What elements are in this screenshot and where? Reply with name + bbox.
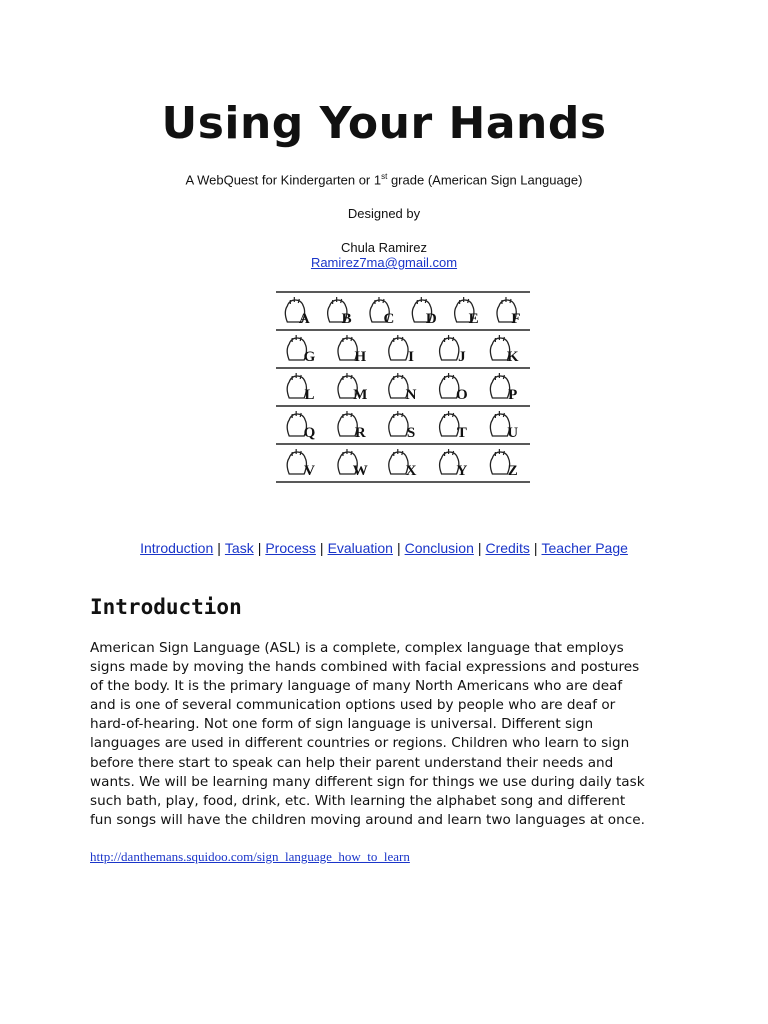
introduction-line: of the body. It is the primary language of many North Americans who are deaf (90, 678, 623, 695)
hand-sign-t (440, 411, 467, 441)
hand-sign-f (497, 297, 521, 327)
source-link-line (90, 849, 410, 865)
chart-letter: T (456, 425, 467, 441)
hand-sign-o (440, 373, 468, 403)
hand-sign-v (287, 449, 315, 479)
chart-letter: C (383, 311, 395, 327)
nav-link-introduction[interactable]: Introduction (140, 540, 214, 556)
nav-link-credits[interactable]: Credits (485, 540, 530, 556)
chart-letter: Q (303, 425, 316, 441)
nav-separator: | (257, 540, 262, 556)
hand-sign-h (338, 335, 366, 365)
introduction-line: fun songs will have the children moving around and learn two languages at once. (90, 811, 645, 828)
chart-letter: E (468, 311, 479, 327)
chart-letter: F (511, 311, 521, 327)
email-link[interactable]: Ramirez7ma@gmail.com (310, 255, 458, 270)
chart-letter: G (303, 349, 316, 365)
introduction-line: before there start to speak can help their parent understand their needs and (90, 754, 614, 771)
hand-sign-d (412, 297, 437, 327)
hand-sign-n (389, 373, 417, 403)
introduction-line: hard-of-hearing. Not one form of sign language is universal. Different sign (90, 716, 594, 733)
hand-sign-m (338, 373, 367, 403)
hand-sign-j (440, 335, 467, 365)
author-name: Chula Ramirez (341, 240, 427, 255)
nav-link-evaluation[interactable]: Evaluation (327, 540, 393, 556)
chart-letter: Y (456, 463, 468, 479)
introduction-line: and is one of several communication options used by people who are deaf or (90, 697, 616, 714)
asl-alphabet-chart-image (274, 290, 532, 486)
chart-letter: D (425, 311, 437, 327)
chart-letter: L (304, 387, 315, 403)
hand-sign-i (389, 335, 414, 365)
nav-separator: | (396, 540, 401, 556)
nav-separator: | (533, 540, 538, 556)
chart-letter: I (408, 349, 415, 365)
page-title: Using Your Hands (161, 98, 607, 149)
hand-outline (389, 338, 408, 360)
hand-sign-k (490, 335, 518, 365)
chart-letter: R (354, 425, 366, 441)
subtitle (0, 172, 768, 187)
introduction-paragraph (90, 639, 720, 830)
hand-sign-e (455, 297, 479, 327)
introduction-heading: Introduction (90, 595, 242, 619)
hand-sign-g (287, 335, 315, 365)
chart-letter: H (354, 349, 367, 365)
introduction-line: American Sign Language (ASL) is a complete, complex language that employs (90, 640, 624, 656)
subtitle-superscript: st (381, 172, 388, 181)
designed-by-label: Designed by (347, 206, 421, 221)
hand-sign-l (287, 373, 314, 403)
hand-sign-s (389, 411, 415, 441)
chart-letter: J (458, 349, 466, 365)
hand-sign-r (338, 411, 366, 441)
introduction-line: such bath, play, food, drink, etc. With learning the alphabet song and different (90, 792, 626, 809)
chart-letter: A (298, 311, 310, 327)
chart-letter: U (507, 425, 519, 441)
hand-sign-z (490, 449, 517, 479)
chart-letter: X (405, 463, 417, 479)
hand-sign-w (338, 449, 368, 479)
hand-sign-a (285, 297, 310, 327)
chart-letter: B (341, 311, 352, 327)
chart-letter: N (405, 387, 417, 403)
chart-letter: W (352, 463, 368, 479)
chart-letter: S (406, 425, 416, 441)
section-navigation (0, 540, 768, 556)
chart-letter: Z (507, 463, 518, 479)
introduction-line: languages are used in different countries or regions. Children who learn to sign (90, 735, 630, 752)
hand-sign-q (287, 411, 315, 441)
asl-alphabet-chart (274, 290, 532, 486)
nav-link-task[interactable]: Task (224, 540, 254, 556)
chart-letter: O (456, 387, 468, 403)
subtitle-text-start: A WebQuest for Kindergarten or 1 (185, 172, 382, 188)
nav-link-process[interactable]: Process (265, 540, 316, 556)
subtitle-text-end: grade (American Sign Language) (387, 172, 583, 188)
source-link[interactable]: http://danthemans.squidoo.com/sign_language_how_to_learn (90, 849, 410, 864)
nav-separator: | (319, 540, 324, 556)
hand-sign-p (490, 373, 517, 403)
hand-sign-y (440, 449, 468, 479)
hand-sign-x (389, 449, 417, 479)
chart-letter: M (353, 387, 368, 403)
introduction-line: wants. We will be learning many different sign for things we use during daily task (90, 773, 645, 790)
introduction-line: signs made by moving the hands combined with facial expressions and postures (90, 659, 640, 676)
chart-letter: K (506, 349, 519, 365)
hand-outline (389, 414, 408, 436)
email-line (0, 255, 768, 270)
nav-link-conclusion[interactable]: Conclusion (404, 540, 474, 556)
hand-sign-u (490, 411, 518, 441)
hand-outline (490, 376, 509, 398)
hand-outline (440, 338, 459, 360)
hand-sign-c (370, 297, 394, 327)
hand-sign-b (328, 297, 352, 327)
nav-link-teacher-page[interactable]: Teacher Page (541, 540, 628, 556)
chart-letter: P (508, 387, 518, 403)
chart-letter: V (304, 463, 315, 479)
nav-separator: | (217, 540, 221, 556)
nav-separator: | (477, 540, 482, 556)
